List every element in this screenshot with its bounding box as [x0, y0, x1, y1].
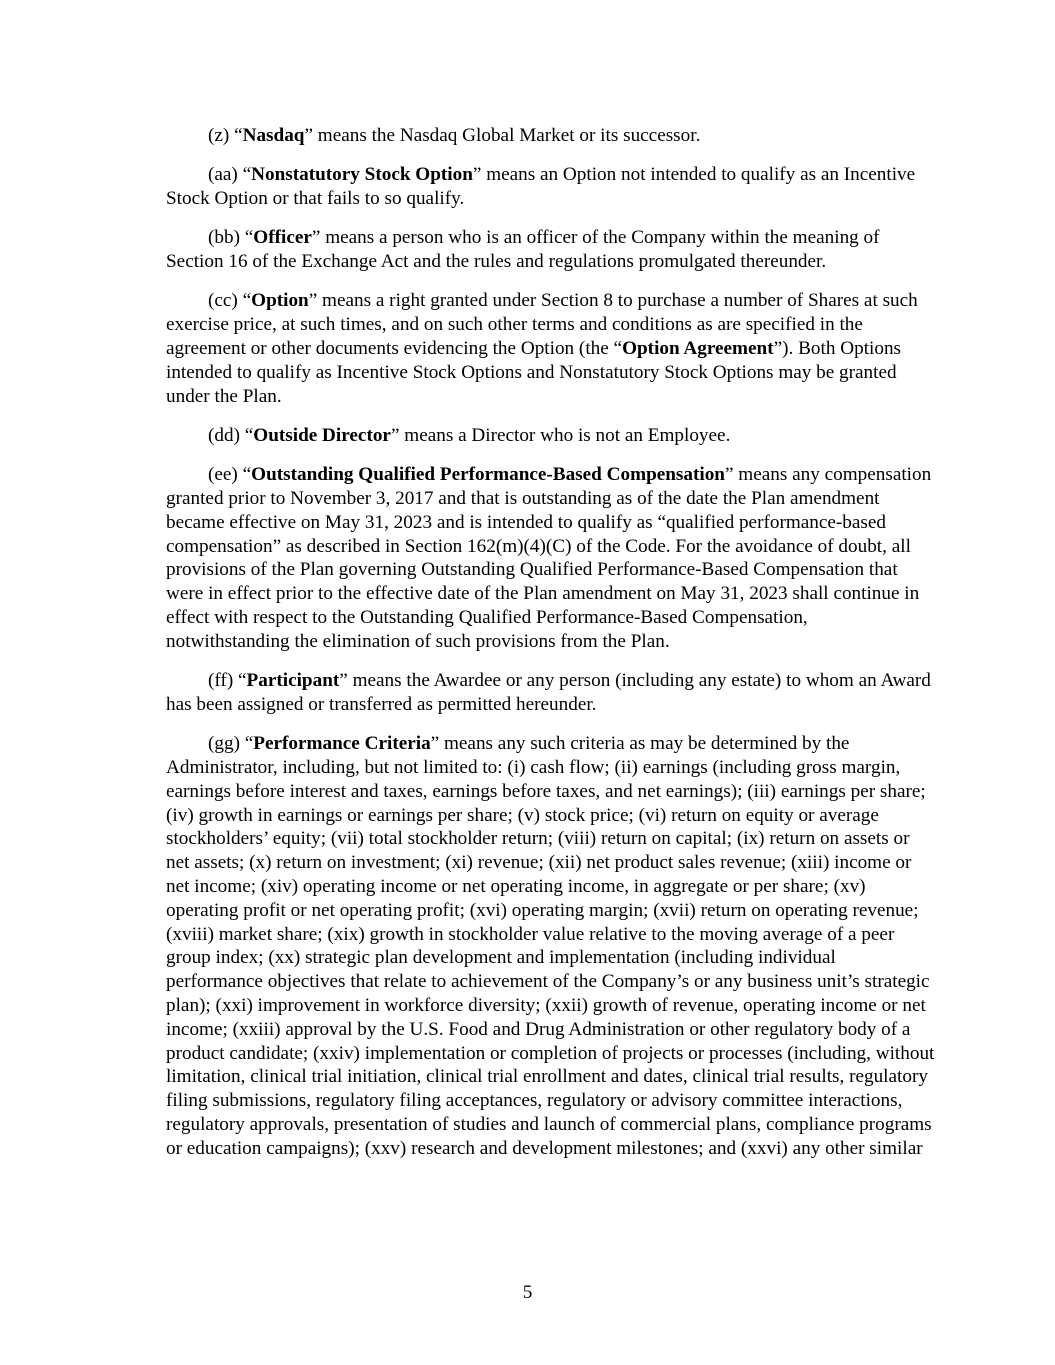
- definition-text: ” means any compensation granted prior to November 3, 2017 and that is outstanding as of the date the Plan amendment became effective on May 31, 2023 and is intended to qualify as “qualified performance-based compensation” as described in Section 162(m)(4)(C) of the Code. For the avoidance of doubt, all provisions of the Plan governing Outstanding Qualified Performance-Based Compensation that were in effect prior to the effective date of the Plan amendment on May 31, 2023 shall continue in effect with respect to the Outstanding Qualified Performance-Based Compensation, notwithstanding the elimination of such provisions from the Plan.: [166, 464, 932, 652]
- definition-prefix: (z) “: [208, 125, 243, 146]
- defined-term: Nonstatutory Stock Option: [251, 164, 473, 186]
- definition-z: [166, 124, 936, 148]
- defined-term: Outside Director: [253, 424, 391, 446]
- definition-ff: [166, 669, 936, 717]
- definition-gg: [166, 732, 936, 1160]
- definition-cc: [166, 289, 936, 408]
- definition-prefix: (bb) “: [208, 227, 254, 249]
- page-number: 5: [522, 1282, 533, 1303]
- document-body: [166, 124, 936, 1176]
- definition-prefix: (cc) “: [208, 290, 252, 312]
- defined-term: Performance Criteria: [253, 733, 431, 755]
- definition-dd: [166, 424, 936, 448]
- definition-aa: [166, 163, 936, 211]
- definition-text: ” means any such criteria as may be determined by the Administrator, including, but not limited to: (i) cash flow; (ii) earnings (including gross margin, earnings before interest and taxes, earnings before taxes, and net earnings); (iii) earnings per share; (iv) growth in earnings or earnings per share; (v) stock price; (vi) return on equity or average stockholders’ equity; (vii) total stockholder return; (viii) return on capital; (ix) return on assets or net assets; (x) return on investment; (xi) revenue; (xii) net product sales revenue; (xiii) income or net income; (xiv) operating income or net operating income, in aggregate or per share; (xv) operating profit or net operating profit; (xvi) operating margin; (xvii) return on operating revenue; (xviii) market share; (xix) growth in stockholder value relative to the moving average of a peer group index; (xx) strategic plan development and implementation (including individual performance objectives that relate to achievement of the Company’s or any business unit’s strategic plan); (xxi) improvement in workforce diversity; (xxii) growth of revenue, operating income or net income; (xxiii) approval by the U.S. Food and Drug Administration or other regulatory body of a product candidate; (xxiv) implementation or completion of projects or processes (including, without limitation, clinical trial initiation, clinical trial enrollment and dates, clinical trial results, regulatory filing submissions, regulatory filing acceptances, regulatory or advisory committee interactions, regulatory approvals, presentation of studies and launch of commercial plans, compliance programs or education campaigns); (xxv) research and development milestones; and (xxvi) any other similar: [166, 733, 935, 1159]
- definition-prefix: (ff) “: [208, 670, 247, 692]
- definition-text: ” means a Director who is not an Employee.: [390, 424, 731, 446]
- definition-text: ” means the Nasdaq Global Market or its successor.: [304, 125, 701, 146]
- definition-text-continued: ”). Both Options intended to qualify as Incentive Stock Options and Nonstatutory Stock Options may be granted under the Plan.: [166, 338, 902, 407]
- definition-prefix: (ee) “: [208, 464, 252, 486]
- definition-text: ” means an Option not intended to qualify as an Incentive Stock Option or that fails to so qualify.: [166, 164, 916, 210]
- defined-term: Participant: [246, 670, 340, 692]
- defined-term: Officer: [253, 227, 312, 249]
- definition-text: ” means the Awardee or any person (including any estate) to whom an Award has been assigned or transferred as permitted hereunder.: [166, 670, 931, 715]
- definition-text: ” means a person who is an officer of the Company within the meaning of Section 16 of the Exchange Act and the rules and regulations promulgated thereunder.: [166, 227, 880, 273]
- definition-ee: [166, 463, 936, 653]
- defined-term: Option: [251, 290, 309, 312]
- defined-term: Nasdaq: [242, 125, 305, 146]
- defined-term-secondary: Option Agreement: [622, 338, 774, 360]
- definition-text: ” means a right granted under Section 8 to purchase a number of Shares at such exercise price, at such times, and on such other terms and conditions as are specified in the agreement or other documents evidencing the Option (the “: [166, 290, 918, 360]
- defined-term: Outstanding Qualified Performance-Based Compensation: [251, 464, 725, 486]
- definition-prefix: (dd) “: [208, 424, 254, 446]
- definition-bb: [166, 226, 936, 274]
- definition-prefix: (gg) “: [208, 733, 254, 755]
- definition-prefix: (aa) “: [208, 164, 252, 186]
